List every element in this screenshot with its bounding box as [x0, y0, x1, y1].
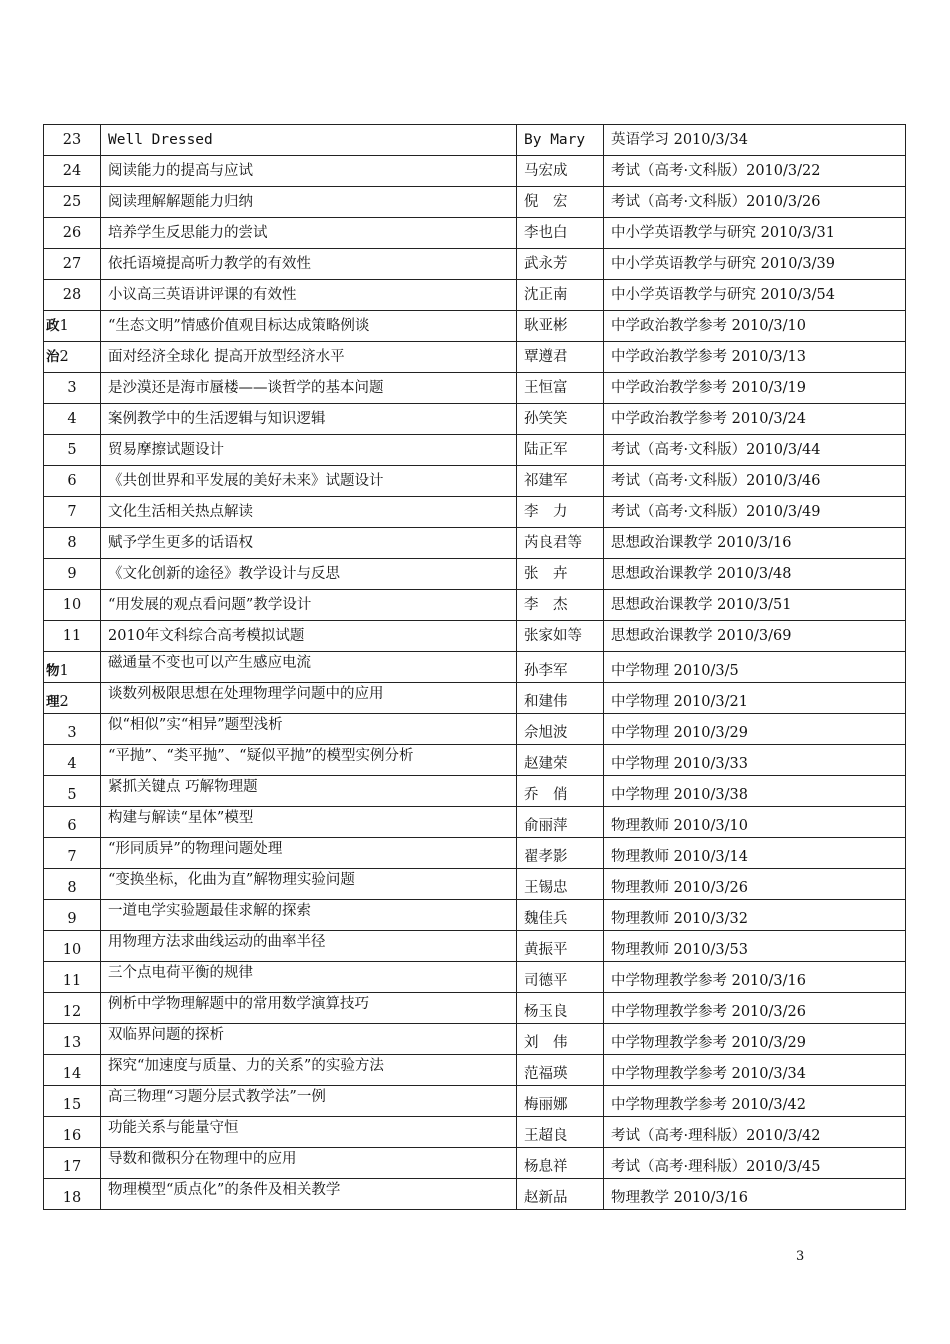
article-author: 赵建荣 — [517, 745, 604, 776]
table-row — [44, 869, 906, 900]
article-author: 范福瑛 — [517, 1055, 604, 1086]
row-number-cell — [44, 528, 101, 559]
article-author: 杨玉良 — [517, 993, 604, 1024]
row-number-cell — [44, 745, 101, 776]
row-number-cell — [44, 590, 101, 621]
row-number-cell — [44, 621, 101, 652]
table-row — [44, 435, 906, 466]
row-number-cell — [44, 1055, 101, 1086]
row-number-cell — [44, 1117, 101, 1148]
row-number: 12 — [62, 1004, 82, 1020]
article-title: 例析中学物理解题中的常用数学演算技巧 — [101, 993, 517, 1024]
article-author: 黄振平 — [517, 931, 604, 962]
row-number: 13 — [62, 1035, 82, 1051]
article-source: 中学物理 2010/3/5 — [604, 652, 906, 683]
table-row — [44, 404, 906, 435]
article-author: 张 卉 — [517, 559, 604, 590]
row-number-cell — [44, 218, 101, 249]
article-title: 用物理方法求曲线运动的曲率半径 — [101, 931, 517, 962]
table-row — [44, 962, 906, 993]
article-author: 梅丽娜 — [517, 1086, 604, 1117]
article-author: By Mary — [517, 125, 604, 156]
article-source: 考试（高考·文科版）2010/3/49 — [604, 497, 906, 528]
row-number: 6 — [67, 818, 77, 834]
article-title: 探究“加速度与质量、力的关系”的实验方法 — [101, 1055, 517, 1086]
table-row — [44, 1086, 906, 1117]
article-source: 中学政治教学参考 2010/3/10 — [604, 311, 906, 342]
article-title: 构建与解读“星体”模型 — [101, 807, 517, 838]
article-author: 翟孝影 — [517, 838, 604, 869]
table-row — [44, 1117, 906, 1148]
article-title: 阅读理解解题能力归纳 — [101, 187, 517, 218]
table-row — [44, 590, 906, 621]
article-author: 王恒富 — [517, 373, 604, 404]
article-title: 阅读能力的提高与应试 — [101, 156, 517, 187]
table-row — [44, 1024, 906, 1055]
article-author: 魏佳兵 — [517, 900, 604, 931]
row-number: 16 — [62, 1128, 82, 1144]
article-title: 《文化创新的途径》教学设计与反思 — [101, 559, 517, 590]
row-number: 10 — [62, 597, 82, 613]
row-number-cell — [44, 466, 101, 497]
article-source: 英语学习 2010/3/34 — [604, 125, 906, 156]
row-number-cell — [44, 342, 101, 373]
table-row — [44, 683, 906, 714]
row-number: 17 — [62, 1159, 82, 1175]
article-source: 思想政治课教学 2010/3/16 — [604, 528, 906, 559]
table-row — [44, 900, 906, 931]
article-author: 孙李军 — [517, 652, 604, 683]
row-number: 7 — [67, 849, 77, 865]
article-title: 依托语境提高听力教学的有效性 — [101, 249, 517, 280]
row-number-cell — [44, 404, 101, 435]
article-source: 中学物理教学参考 2010/3/29 — [604, 1024, 906, 1055]
article-title: 紧抓关键点 巧解物理题 — [101, 776, 517, 807]
article-source: 考试（高考·理科版）2010/3/42 — [604, 1117, 906, 1148]
article-author: 陆正军 — [517, 435, 604, 466]
article-title: 培养学生反思能力的尝试 — [101, 218, 517, 249]
row-number: 28 — [62, 287, 82, 303]
row-number: 3 — [67, 380, 77, 396]
article-source: 物理教师 2010/3/32 — [604, 900, 906, 931]
row-number: 18 — [62, 1190, 82, 1206]
row-number: 4 — [67, 411, 77, 427]
article-author: 孙笑笑 — [517, 404, 604, 435]
table-row — [44, 280, 906, 311]
article-source: 中学物理 2010/3/33 — [604, 745, 906, 776]
table-row — [44, 1148, 906, 1179]
article-source: 思想政治课教学 2010/3/51 — [604, 590, 906, 621]
article-author: 和建伟 — [517, 683, 604, 714]
article-title: 高三物理“习题分层式教学法”一例 — [101, 1086, 517, 1117]
article-source: 考试（高考·文科版）2010/3/44 — [604, 435, 906, 466]
subject-label: 理 — [46, 694, 60, 710]
article-source: 物理教师 2010/3/53 — [604, 931, 906, 962]
article-title: “变换坐标，化曲为直”解物理实验问题 — [101, 869, 517, 900]
row-number-cell — [44, 1086, 101, 1117]
row-number-cell — [44, 311, 101, 342]
table-row — [44, 249, 906, 280]
row-number-cell — [44, 869, 101, 900]
row-number: 7 — [67, 504, 77, 520]
table-row — [44, 466, 906, 497]
article-author: 倪 宏 — [517, 187, 604, 218]
article-author: 李也白 — [517, 218, 604, 249]
article-title: 谈数列极限思想在处理物理学问题中的应用 — [101, 683, 517, 714]
row-number: 8 — [67, 880, 77, 896]
table-row — [44, 497, 906, 528]
article-author: 武永芳 — [517, 249, 604, 280]
table-row — [44, 125, 906, 156]
row-number-cell — [44, 125, 101, 156]
row-number-cell — [44, 187, 101, 218]
row-number-cell — [44, 559, 101, 590]
article-title: 赋予学生更多的话语权 — [101, 528, 517, 559]
article-source: 中学政治教学参考 2010/3/19 — [604, 373, 906, 404]
article-title: 是沙漠还是海市蜃楼——谈哲学的基本问题 — [101, 373, 517, 404]
row-number-cell — [44, 1024, 101, 1055]
article-source: 中学物理教学参考 2010/3/34 — [604, 1055, 906, 1086]
table-row — [44, 993, 906, 1024]
article-title: 面对经济全球化 提高开放型经济水平 — [101, 342, 517, 373]
article-source: 中学物理教学参考 2010/3/26 — [604, 993, 906, 1024]
table-row — [44, 218, 906, 249]
row-number-cell — [44, 249, 101, 280]
row-number: 27 — [62, 256, 82, 272]
row-number-cell — [44, 435, 101, 466]
article-author: 王锡忠 — [517, 869, 604, 900]
article-source: 中学物理教学参考 2010/3/42 — [604, 1086, 906, 1117]
article-source: 考试（高考·文科版）2010/3/26 — [604, 187, 906, 218]
article-source: 物理教师 2010/3/26 — [604, 869, 906, 900]
row-number: 8 — [67, 535, 77, 551]
row-number-cell — [44, 683, 101, 714]
row-number-cell — [44, 931, 101, 962]
article-title: 双临界问题的探析 — [101, 1024, 517, 1055]
article-author: 杨息祥 — [517, 1148, 604, 1179]
row-number-cell — [44, 280, 101, 311]
table-row — [44, 342, 906, 373]
table-row — [44, 621, 906, 652]
row-number-cell — [44, 497, 101, 528]
row-number: 11 — [62, 628, 82, 644]
row-number-cell — [44, 714, 101, 745]
article-author: 司德平 — [517, 962, 604, 993]
subject-label: 治 — [46, 349, 60, 365]
article-author: 耿亚彬 — [517, 311, 604, 342]
subject-label: 物 — [46, 663, 60, 679]
article-index-table — [43, 124, 906, 1210]
table-row — [44, 838, 906, 869]
article-title: “生态文明”情感价值观目标达成策略例谈 — [101, 311, 517, 342]
row-number-cell — [44, 373, 101, 404]
table-row — [44, 311, 906, 342]
subject-label: 政 — [46, 318, 60, 334]
article-author: 芮良君等 — [517, 528, 604, 559]
row-number-cell — [44, 1148, 101, 1179]
row-number: 26 — [62, 225, 82, 241]
row-number: 3 — [67, 725, 77, 741]
article-title: 功能关系与能量守恒 — [101, 1117, 517, 1148]
row-number: 4 — [67, 756, 77, 772]
row-number: 11 — [62, 973, 82, 989]
article-source: 思想政治课教学 2010/3/69 — [604, 621, 906, 652]
table-row — [44, 714, 906, 745]
article-source: 中小学英语教学与研究 2010/3/39 — [604, 249, 906, 280]
article-source: 物理教学 2010/3/16 — [604, 1179, 906, 1210]
article-author: 李 杰 — [517, 590, 604, 621]
article-title: “平抛”、“类平抛”、“疑似平抛”的模型实例分析 — [101, 745, 517, 776]
article-title: 小议高三英语讲评课的有效性 — [101, 280, 517, 311]
table-row — [44, 931, 906, 962]
row-number: 9 — [67, 566, 77, 582]
row-number: 1 — [59, 663, 69, 679]
table-row — [44, 776, 906, 807]
article-title: 贸易摩擦试题设计 — [101, 435, 517, 466]
table-row — [44, 745, 906, 776]
article-title: “形同质异”的物理问题处理 — [101, 838, 517, 869]
article-author: 俞丽萍 — [517, 807, 604, 838]
row-number-cell — [44, 993, 101, 1024]
article-author: 张家如等 — [517, 621, 604, 652]
table-row — [44, 187, 906, 218]
article-title: 一道电学实验题最佳求解的探索 — [101, 900, 517, 931]
row-number-cell — [44, 652, 101, 683]
table-row — [44, 807, 906, 838]
article-author: 覃遵君 — [517, 342, 604, 373]
article-source: 物理教师 2010/3/14 — [604, 838, 906, 869]
article-title: 似“相似”实“相异”题型浅析 — [101, 714, 517, 745]
article-author: 佘旭波 — [517, 714, 604, 745]
article-source: 中学物理 2010/3/38 — [604, 776, 906, 807]
article-title: 案例教学中的生活逻辑与知识逻辑 — [101, 404, 517, 435]
row-number: 5 — [67, 442, 77, 458]
article-title: 导数和微积分在物理中的应用 — [101, 1148, 517, 1179]
article-source: 考试（高考·理科版）2010/3/45 — [604, 1148, 906, 1179]
article-source: 中学物理 2010/3/29 — [604, 714, 906, 745]
article-author: 马宏成 — [517, 156, 604, 187]
article-title: “用发展的观点看问题”教学设计 — [101, 590, 517, 621]
article-source: 中学物理 2010/3/21 — [604, 683, 906, 714]
article-source: 考试（高考·文科版）2010/3/46 — [604, 466, 906, 497]
article-title: 《共创世界和平发展的美好未来》试题设计 — [101, 466, 517, 497]
row-number: 10 — [62, 942, 82, 958]
row-number: 2 — [59, 694, 69, 710]
article-title: 三个点电荷平衡的规律 — [101, 962, 517, 993]
article-author: 王超良 — [517, 1117, 604, 1148]
row-number: 1 — [59, 318, 69, 334]
article-author: 沈正南 — [517, 280, 604, 311]
article-author: 刘 伟 — [517, 1024, 604, 1055]
row-number: 5 — [67, 787, 77, 803]
article-title: 2010年文科综合高考模拟试题 — [101, 621, 517, 652]
row-number: 9 — [67, 911, 77, 927]
row-number: 14 — [62, 1066, 82, 1082]
table-row — [44, 373, 906, 404]
article-source: 中小学英语教学与研究 2010/3/54 — [604, 280, 906, 311]
row-number: 23 — [62, 132, 82, 148]
row-number: 6 — [67, 473, 77, 489]
row-number-cell — [44, 900, 101, 931]
table-body — [44, 125, 906, 1210]
article-source: 中学政治教学参考 2010/3/13 — [604, 342, 906, 373]
table-row — [44, 1179, 906, 1210]
row-number: 2 — [59, 349, 69, 365]
article-source: 中学政治教学参考 2010/3/24 — [604, 404, 906, 435]
article-source: 考试（高考·文科版）2010/3/22 — [604, 156, 906, 187]
page-number: 3 — [796, 1249, 805, 1264]
row-number-cell — [44, 156, 101, 187]
article-title: 文化生活相关热点解读 — [101, 497, 517, 528]
article-source: 思想政治课教学 2010/3/48 — [604, 559, 906, 590]
article-source: 物理教师 2010/3/10 — [604, 807, 906, 838]
row-number-cell — [44, 962, 101, 993]
table-row — [44, 1055, 906, 1086]
article-title: 磁通量不变也可以产生感应电流 — [101, 652, 517, 683]
table-row — [44, 652, 906, 683]
row-number: 15 — [62, 1097, 82, 1113]
table-row — [44, 559, 906, 590]
article-source: 中小学英语教学与研究 2010/3/31 — [604, 218, 906, 249]
article-author: 乔 俏 — [517, 776, 604, 807]
article-author: 赵新品 — [517, 1179, 604, 1210]
article-title: Well Dressed — [101, 125, 517, 156]
row-number: 24 — [62, 163, 82, 179]
row-number-cell — [44, 1179, 101, 1210]
table-row — [44, 156, 906, 187]
row-number-cell — [44, 838, 101, 869]
article-title: 物理模型“质点化”的条件及相关教学 — [101, 1179, 517, 1210]
table-row — [44, 528, 906, 559]
row-number: 25 — [62, 194, 82, 210]
row-number-cell — [44, 776, 101, 807]
article-author: 祁建军 — [517, 466, 604, 497]
row-number-cell — [44, 807, 101, 838]
article-source: 中学物理教学参考 2010/3/16 — [604, 962, 906, 993]
article-author: 李 力 — [517, 497, 604, 528]
